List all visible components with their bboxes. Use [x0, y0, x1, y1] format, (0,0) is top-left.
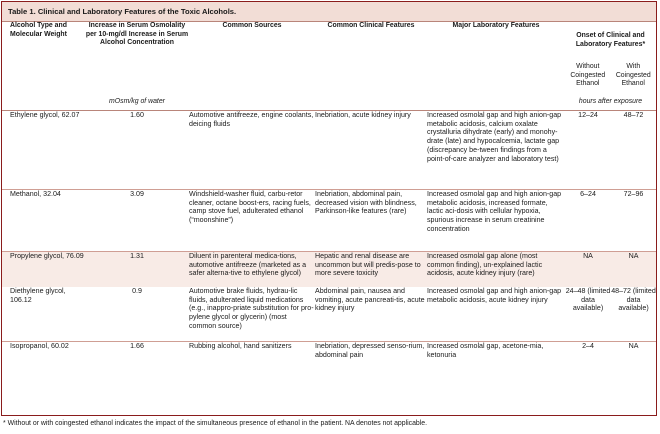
cell-osmolality: 1.60 [85, 111, 189, 190]
cell-clinical: Abdominal pain, nausea and vomiting, acute pancreati-tis, acute kidney injury [315, 287, 427, 342]
units-spacer [189, 94, 315, 111]
header-with-ethanol: With Coingested Ethanol [615, 63, 651, 87]
table-footnote: * Without or with coingested ethanol indicates the impact of the simultaneous presence of ethanol in the patient. NA denotes not applicable. [3, 420, 428, 427]
cell-onset-with-ethanol: 48–72 [611, 111, 656, 190]
cell-clinical: Inebriation, depressed senso-rium, abdominal pain [315, 342, 425, 359]
table-row [2, 342, 656, 360]
units-osmolality: mOsm/kg of water [85, 94, 189, 111]
cell-alcohol: Diethylene glycol, 106.12 [2, 287, 85, 342]
cell-alcohol: Isopropanol, 60.02 [10, 342, 69, 350]
header-onset: Onset of Clinical and Laboratory Features* [575, 32, 646, 48]
cell-laboratory: Increased osmolal gap and high anion-gap metabolic acidosis, calcium oxalate crystalluria dihydrate (early) and monohy-drate (late) and hypocalcemia, lactate gap (discrepancy be-tween findings from a point-of-care analyzer and laboratory test) [427, 111, 565, 190]
header-clinical: Common Clinical Features [327, 22, 415, 29]
cell-onset-with-ethanol: 48–72 (limited data available) [611, 287, 656, 342]
cell-alcohol: Methanol, 32.04 [2, 190, 85, 252]
units-spacer [315, 94, 427, 111]
cell-sources: Windshield-washer fluid, carbu-retor cleaner, octane boost-ers, racing fuels, camp stove fuel, adulterated ethanol (“moonshine”) [189, 190, 315, 252]
cell-sources: Automotive brake fluids, hydrau-lic fluids, adulterated liquid medications (e.g., inappro-priate substitution for pro-pylene glycol or glycerin) (most common source) [189, 287, 315, 342]
cell-onset-without-ethanol: 2–4 [582, 342, 594, 350]
cell-osmolality: 3.09 [85, 190, 189, 252]
cell-osmolality: 1.66 [130, 342, 144, 350]
toxic-alcohols-table [2, 22, 656, 359]
units-spacer [427, 94, 565, 111]
table-row [2, 252, 656, 288]
onset-subheaders [565, 63, 656, 89]
header-onset-group [565, 22, 656, 94]
cell-laboratory: Increased osmolal gap, acetone-mia, ketonuria [427, 342, 544, 359]
cell-clinical: Hepatic and renal disease are uncommon but will predis-pose to more severe toxicity [315, 252, 427, 288]
cell-sources: Rubbing alcohol, hand sanitizers [189, 342, 292, 350]
cell-alcohol: Propylene glycol, 76.09 [2, 252, 85, 288]
units-spacer [2, 94, 85, 111]
header-laboratory: Major Laboratory Features [452, 22, 540, 29]
header-alcohol: Alcohol Type and Molecular Weight [10, 22, 67, 38]
cell-laboratory: Increased osmolal gap and high anion-gap metabolic acidosis, increased formate, lactic aci-dosis with cellular hypoxia, spurious increase in serum creatinine concentration [427, 190, 565, 252]
table-frame [1, 1, 657, 416]
table-title: Table 1. Clinical and Laboratory Features of the Toxic Alcohols. [2, 2, 656, 22]
header-sources: Common Sources [222, 22, 282, 29]
header-row [2, 22, 656, 94]
cell-osmolality: 0.9 [85, 287, 189, 342]
cell-onset-with-ethanol: 72–96 [611, 190, 656, 252]
header-without-ethanol: Without Coingested Ethanol [570, 63, 606, 87]
table-row [2, 190, 656, 252]
table-row [2, 287, 656, 342]
table-row [2, 111, 656, 190]
cell-onset-without-ethanol: 12–24 [565, 111, 611, 190]
cell-onset-with-ethanol: NA [628, 342, 639, 350]
cell-clinical: Inebriation, abdominal pain, decreased vision with blindness, Parkinson-like features (rare) [315, 190, 427, 252]
cell-alcohol: Ethylene glycol, 62.07 [2, 111, 85, 190]
cell-onset-without-ethanol: 24–48 (limited data available) [565, 287, 611, 342]
cell-onset-with-ethanol: NA [611, 252, 656, 288]
units-onset: hours after exposure [565, 94, 656, 111]
cell-osmolality: 1.31 [85, 252, 189, 288]
cell-onset-without-ethanol: NA [565, 252, 611, 288]
header-osmolality: Increase in Serum Osmolality per 10-mg/dl Increase in Serum Alcohol Concentration [85, 22, 189, 46]
cell-clinical: Inebriation, acute kidney injury [315, 111, 427, 190]
cell-sources: Diluent in parenteral medica-tions, automotive antifreeze (marketed as a safer alterna-tive to ethylene glycol) [189, 252, 315, 288]
units-row [2, 94, 656, 111]
cell-laboratory: Increased osmolal gap alone (most common finding), un-explained lactic acidosis, acute kidney injury (rare) [427, 252, 565, 288]
cell-sources: Automotive antifreeze, engine coolants, deicing fluids [189, 111, 315, 190]
cell-onset-without-ethanol: 6–24 [565, 190, 611, 252]
cell-laboratory: Increased osmolal gap and high anion-gap metabolic acidosis, acute kidney injury [427, 287, 565, 342]
